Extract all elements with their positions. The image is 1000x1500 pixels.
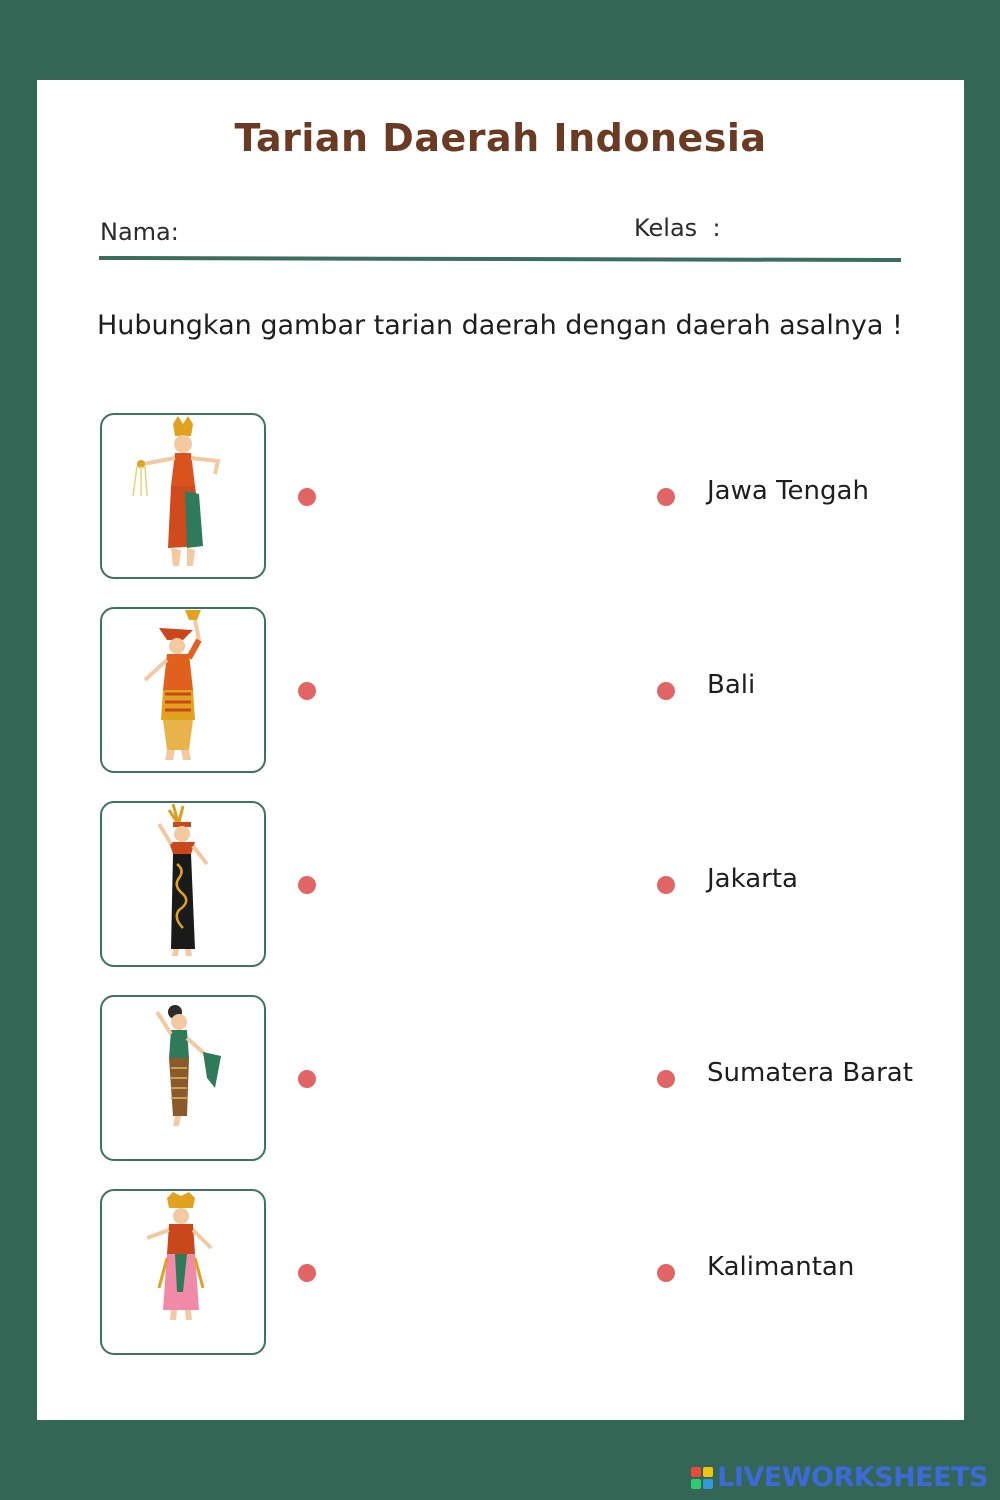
match-row [37,801,964,971]
dancer-card [100,607,266,773]
dancer-card [100,995,266,1161]
match-dot-right[interactable] [657,1264,675,1282]
worksheet-page [37,80,964,1420]
javanese-scarf-dancer-illustration [123,998,243,1158]
nama-label: Nama: [100,218,179,246]
betawi-dancer-illustration [123,1192,243,1352]
name-underline [99,256,901,262]
dancer-card [100,413,266,579]
dayak-dancer-illustration [123,804,243,964]
region-label: Sumatera Barat [707,1058,913,1088]
liveworksheets-logo [691,1462,988,1493]
region-label: Jakarta [707,864,798,894]
match-dot-right[interactable] [657,876,675,894]
balinese-dancer-illustration [123,416,243,576]
match-dot-right[interactable] [657,1070,675,1088]
match-dot-left[interactable] [298,1070,316,1088]
match-dot-left[interactable] [298,488,316,506]
worksheet-title: Tarian Daerah Indonesia [234,116,767,160]
match-row [37,1189,964,1359]
match-dot-left[interactable] [298,1264,316,1282]
region-label: Jawa Tengah [707,476,869,506]
logo-mark-icon [691,1467,713,1489]
match-row [37,995,964,1165]
match-dot-right[interactable] [657,682,675,700]
dancer-card [100,1189,266,1355]
match-row [37,607,964,777]
instruction-text: Hubungkan gambar tarian daerah dengan daerah asalnya ! [97,310,903,341]
kelas-label: Kelas : [634,214,721,242]
dancer-card [100,801,266,967]
match-dot-left[interactable] [298,876,316,894]
match-dot-right[interactable] [657,488,675,506]
match-row [37,413,964,583]
region-label: Kalimantan [707,1252,855,1282]
match-dot-left[interactable] [298,682,316,700]
region-label: Bali [707,670,756,700]
logo-text: LIVEWORKSHEETS [717,1462,988,1493]
minang-plate-dancer-illustration [123,610,243,770]
